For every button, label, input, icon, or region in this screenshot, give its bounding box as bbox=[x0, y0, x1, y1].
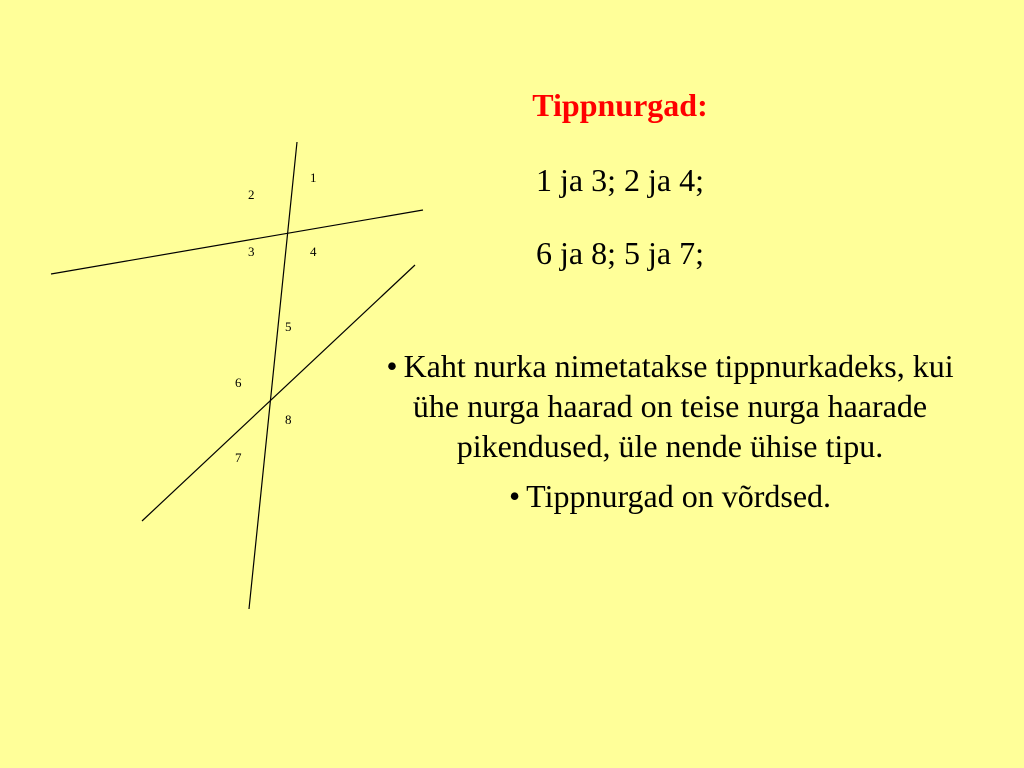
angle-label-3: 3 bbox=[248, 244, 255, 259]
angle-pairs-line-1: 1 ja 3; 2 ja 4; bbox=[536, 162, 704, 198]
angle-label-1: 1 bbox=[310, 170, 317, 185]
angle-label-4: 4 bbox=[310, 244, 317, 259]
bullet-text: Tippnurgad on võrdsed. bbox=[526, 478, 832, 514]
angle-label-2: 2 bbox=[248, 187, 255, 202]
bullet-property bbox=[360, 476, 980, 516]
bullet-definition bbox=[360, 346, 980, 466]
transversal-line bbox=[249, 142, 297, 609]
angle-pairs-line-2: 6 ja 8; 5 ja 7; bbox=[536, 235, 704, 271]
slide-title: Tippnurgad: bbox=[532, 87, 708, 123]
angle-label-7: 7 bbox=[235, 450, 242, 465]
bullet-text: Kaht nurka nimetatakse tippnurkadeks, kui ühe nurga haarad on teise nurga haarade pikendused, üle nende ühise tipu. bbox=[403, 348, 954, 464]
angle-label-5: 5 bbox=[285, 319, 292, 334]
angle-label-8: 8 bbox=[285, 412, 292, 427]
angle-label-6: 6 bbox=[235, 375, 242, 390]
definition-bullets bbox=[360, 346, 980, 516]
bullet-marker: • bbox=[508, 478, 521, 514]
bullet-marker: • bbox=[386, 348, 398, 384]
